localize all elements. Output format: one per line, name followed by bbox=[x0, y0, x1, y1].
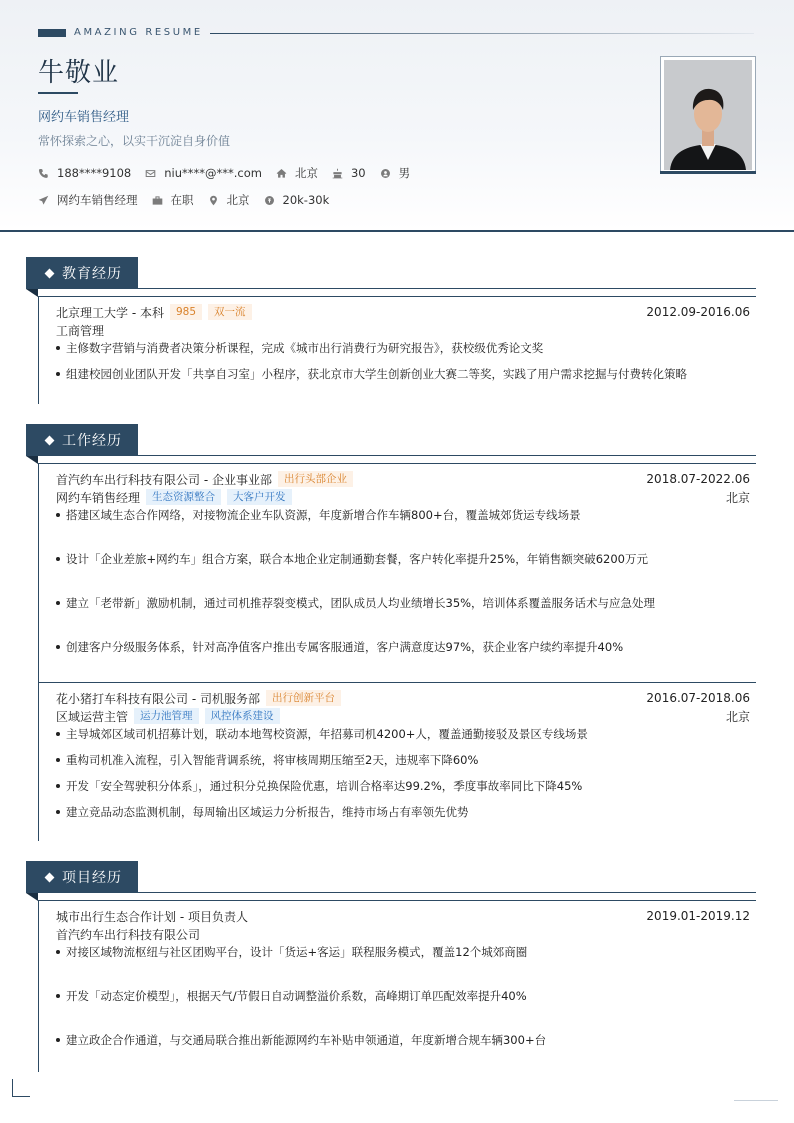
list-item: 开发「动态定价模型」，根据天气/节假日自动调整溢价系数，高峰期订单匹配效率提升40% bbox=[56, 987, 750, 1005]
page-corner-mark bbox=[12, 1079, 30, 1097]
education-title-tab bbox=[26, 257, 138, 289]
work-bullets bbox=[56, 725, 750, 821]
email-info bbox=[145, 166, 262, 180]
school-name: 北京理工大学 - 本科 bbox=[56, 305, 164, 320]
gender-icon bbox=[380, 168, 391, 179]
status-info bbox=[152, 192, 194, 208]
project-header bbox=[26, 861, 756, 893]
list-item: 组建校园创业团队开发「共享自习室」小程序，获北京市大学生创新创业大赛二等奖，实践了用户需求挖掘与付费转化策略 bbox=[56, 365, 750, 383]
diamond-icon bbox=[45, 435, 55, 445]
status-icon bbox=[152, 195, 163, 206]
list-item: 开发「安全驾驶积分体系」，通过积分兑换保险优惠，培训合格率达99.2%，季度事故率同比下降45% bbox=[56, 777, 750, 795]
work-date: 2016.07-2018.06 bbox=[646, 691, 750, 705]
diamond-icon bbox=[45, 872, 55, 882]
education-entry-sub bbox=[56, 321, 750, 339]
age-info bbox=[332, 166, 366, 180]
major: 工商管理 bbox=[56, 323, 105, 338]
company-tag: 出行头部企业 bbox=[278, 471, 353, 487]
work-bullets bbox=[56, 506, 750, 656]
brand-text: AMAZING RESUME bbox=[74, 27, 203, 38]
list-item: 重构司机准入流程，引入智能背调系统，将审核周期压缩至2天，违规率下降60% bbox=[56, 751, 750, 769]
section-divider bbox=[138, 288, 756, 289]
role-name: 区域运营主管 bbox=[56, 709, 129, 724]
education-bullets bbox=[56, 339, 750, 383]
name-underline bbox=[38, 92, 78, 94]
home-icon bbox=[276, 168, 287, 179]
company-tag: 出行创新平台 bbox=[266, 690, 341, 706]
education-title: 教育经历 bbox=[62, 266, 122, 282]
phone-icon bbox=[38, 168, 49, 179]
email-text: niu****@***.com bbox=[164, 166, 262, 180]
work-entry-header bbox=[56, 689, 750, 707]
target-city-text: 北京 bbox=[226, 193, 250, 207]
profile-photo-frame bbox=[660, 56, 756, 174]
education-header bbox=[26, 257, 756, 289]
phone-text: 188****9108 bbox=[57, 166, 132, 180]
salary-icon bbox=[264, 195, 275, 206]
education-section bbox=[26, 257, 756, 404]
cake-icon bbox=[332, 168, 343, 179]
profile-photo bbox=[664, 60, 752, 170]
project-bullets bbox=[56, 943, 750, 1049]
project-entry-header bbox=[56, 907, 750, 925]
job-title: 网约车销售经理 bbox=[38, 110, 130, 125]
project-section bbox=[26, 861, 756, 1072]
project-title: 项目经历 bbox=[62, 870, 122, 886]
work-title: 工作经历 bbox=[62, 433, 122, 449]
work-title-tab bbox=[26, 424, 138, 456]
page-corner-mark bbox=[734, 1100, 778, 1101]
contact-row bbox=[38, 165, 424, 181]
salary-text: 20k-30k bbox=[282, 193, 330, 207]
project-name: 城市出行生态合作计划 - 项目负责人 bbox=[56, 909, 248, 924]
role-tag: 风控体系建设 bbox=[205, 708, 280, 724]
home-info bbox=[276, 165, 318, 181]
work-entry bbox=[38, 682, 756, 841]
project-date: 2019.01-2019.12 bbox=[646, 909, 750, 923]
school-tag: 双一流 bbox=[208, 304, 252, 320]
target-position-text: 网约车销售经理 bbox=[57, 193, 138, 207]
education-entry bbox=[38, 296, 756, 404]
location-pin-icon bbox=[208, 195, 219, 206]
gender-info bbox=[380, 165, 411, 181]
list-item: 建立竞品动态监测机制，每周输出区域运力分析报告，维持市场占有率领先优势 bbox=[56, 803, 750, 821]
motto: 常怀探索之心，以实干沉淀自身价值 bbox=[38, 134, 231, 148]
mail-icon bbox=[145, 168, 156, 179]
resume-header bbox=[0, 0, 794, 232]
project-entry bbox=[38, 900, 756, 1072]
education-date: 2012.09-2016.06 bbox=[646, 305, 750, 319]
list-item: 建立「老带新」激励机制，通过司机推荐裂变模式，团队成员人均业绩增长35%，培训体系覆盖服务话术与应急处理 bbox=[56, 594, 750, 612]
role-name: 网约车销售经理 bbox=[56, 490, 141, 505]
photo-accent-bar bbox=[660, 171, 756, 174]
send-icon bbox=[38, 195, 49, 206]
school-tag: 985 bbox=[170, 304, 202, 320]
age-text: 30 bbox=[350, 166, 366, 180]
salary-info bbox=[264, 193, 330, 207]
tab-fold bbox=[26, 289, 38, 297]
education-entry-header bbox=[56, 303, 750, 321]
work-entry-sub bbox=[56, 488, 750, 506]
list-item: 搭建区域生态合作网络，对接物流企业车队资源，年度新增合作车辆800+台，覆盖城郊货运专线场景 bbox=[56, 506, 750, 524]
brand-bar bbox=[38, 29, 66, 37]
tab-fold bbox=[26, 893, 38, 901]
company-name: 花小猪打车科技有限公司 - 司机服务部 bbox=[56, 691, 260, 706]
role-tag: 运力池管理 bbox=[134, 708, 199, 724]
target-city-info bbox=[208, 192, 250, 208]
project-entry-sub bbox=[56, 925, 750, 943]
work-entry bbox=[38, 463, 756, 682]
list-item: 主修数字营销与消费者决策分析课程，完成《城市出行消费行为研究报告》，获校级优秀论文奖 bbox=[56, 339, 750, 357]
project-title-tab bbox=[26, 861, 138, 893]
role-tag: 生态资源整合 bbox=[146, 489, 221, 505]
list-item: 主导城郊区域司机招募计划，联动本地驾校资源，年招募司机4200+人，覆盖通勤接驳及景区专线场景 bbox=[56, 725, 750, 743]
brand-divider bbox=[210, 33, 754, 34]
diamond-icon bbox=[45, 268, 55, 278]
work-city: 北京 bbox=[725, 490, 750, 505]
work-entry-header bbox=[56, 470, 750, 488]
status-text: 在职 bbox=[170, 193, 194, 207]
section-divider bbox=[138, 455, 756, 456]
work-date: 2018.07-2022.06 bbox=[646, 472, 750, 486]
company-name: 首汽约车出行科技有限公司 - 企业事业部 bbox=[56, 472, 272, 487]
person-portrait-icon bbox=[664, 60, 752, 170]
list-item: 对接区域物流枢纽与社区团购平台，设计「货运+客运」联程服务模式，覆盖12个城郊商圈 bbox=[56, 943, 750, 961]
home-text: 北京 bbox=[294, 166, 318, 180]
role-tag: 大客户开发 bbox=[227, 489, 292, 505]
project-org: 首汽约车出行科技有限公司 bbox=[56, 927, 201, 942]
list-item: 设计「企业差旅+网约车」组合方案，联合本地企业定制通勤套餐，客户转化率提升25%，年销售额突破6200万元 bbox=[56, 550, 750, 568]
work-section bbox=[26, 424, 756, 841]
gender-text: 男 bbox=[398, 166, 411, 180]
work-entry-sub bbox=[56, 707, 750, 725]
tab-fold bbox=[26, 456, 38, 464]
list-item: 创建客户分级服务体系，针对高净值客户推出专属客服通道，客户满意度达97%，获企业客户续约率提升40% bbox=[56, 638, 750, 656]
work-header bbox=[26, 424, 756, 456]
phone-info bbox=[38, 166, 131, 180]
list-item: 建立政企合作通道，与交通局联合推出新能源网约车补贴申领通道，年度新增合规车辆300+台 bbox=[56, 1031, 750, 1049]
candidate-name: 牛敬业 bbox=[38, 58, 120, 88]
section-divider bbox=[138, 892, 756, 893]
intent-row bbox=[38, 192, 343, 208]
work-city: 北京 bbox=[725, 709, 750, 724]
target-position-info bbox=[38, 192, 138, 208]
